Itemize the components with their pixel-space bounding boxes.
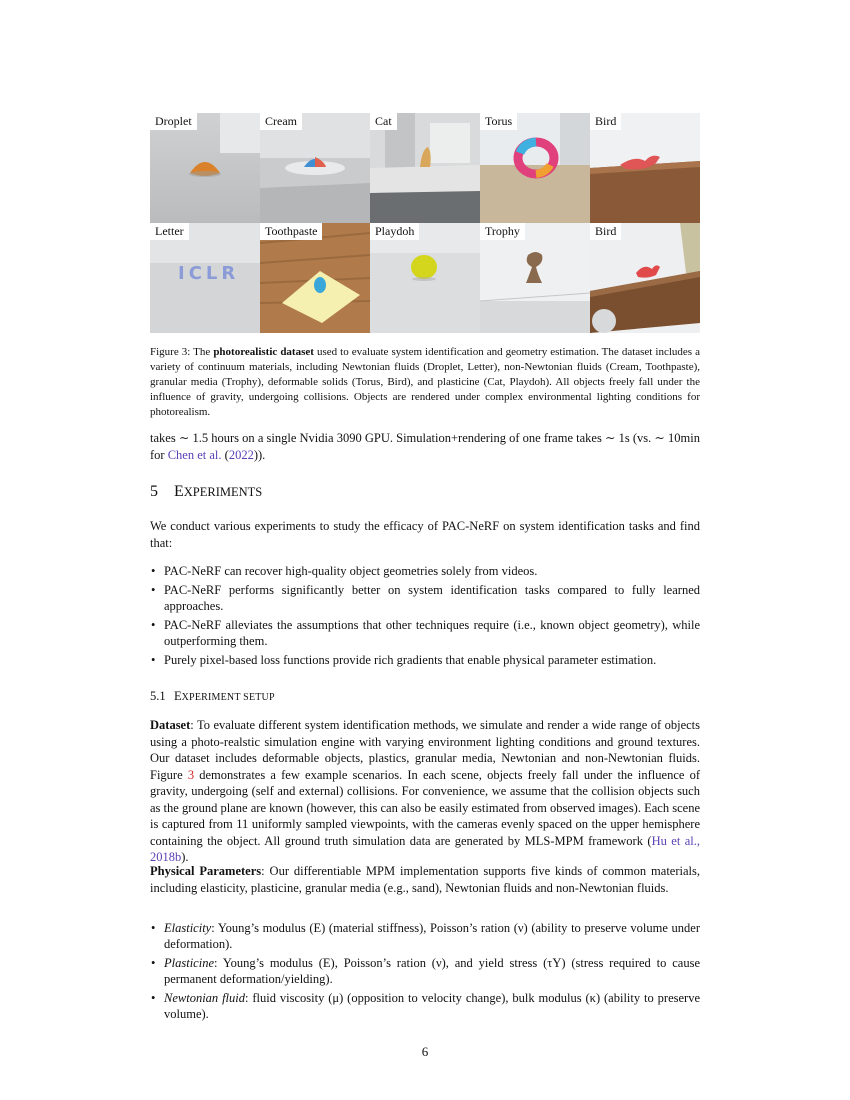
list-item: • Plasticine: Young’s modulus (E), Poisson’s ration (ν), and yield stress (τY) (stress required to cause permanent deformation/yielding). — [151, 956, 700, 986]
list-item: • PAC-NeRF can recover high-quality object geometries solely from videos. — [151, 564, 538, 578]
figure-panel-cat — [370, 113, 480, 223]
section-intro: We conduct various experiments to study the efficacy of PAC-NeRF on system identification tasks and find that: — [150, 519, 700, 550]
dataset-paragraph: Dataset: To evaluate different system identification methods, we simulate and render a wide range of objects using a photo-realstic simulation engine with varying environment lighting conditions and ground textures. Our dataset includes deformable objects, plastics, granular media, Newtonian and non-Newtonian fluids. Figure 3 demonstrates a few example scenarios. In each scene, objects freely fall under the influence of gravity, undergoing (self and external) collisions. For convenience, we assume that the collision objects such as the ground plane are known (however, this can also be easily estimated from observed images). Each scene is captured from 11 uniformly sampled viewpoints, with the cameras evenly spaced on the upper hemisphere containing the object. All ground truth simulation data are generated by MLS-MPM framework (Hu et al., 2018b). — [150, 718, 701, 864]
list-item: • Purely pixel-based loss functions provide rich gradients that enable physical parameter estimation. — [151, 653, 657, 667]
figure-panel-toothpaste — [260, 223, 370, 333]
paper-page — [150, 0, 700, 1100]
panel-label: Bird — [590, 223, 621, 240]
figure-panel-playdoh — [370, 223, 480, 333]
list-item: • PAC-NeRF alleviates the assumptions that other techniques require (i.e., known object geometry), while outperforming them. — [151, 618, 700, 648]
citation-link[interactable]: Hu et al., 2018b — [150, 833, 700, 864]
intro-paragraph: takes ∼ 1.5 hours on a single Nvidia 3090 GPU. Simulation+rendering of one frame takes ∼ 1s (vs. ∼ 10min for Chen et al. (2022)). — [150, 431, 700, 462]
panel-label: Playdoh — [370, 223, 419, 240]
panel-label: Cat — [370, 113, 397, 130]
figure-3-caption: Figure 3: The photorealistic dataset used to evaluate system identification and geometry estimation. The dataset includes a variety of continuum materials, including Newtonian fluids (Droplet, Letter), non-Newtonian fluids (Cream, Toothpaste), granular media (Trophy), deformable solids (Torus, Bird), and plasticine (Cat, Playdoh). All objects freely fall under the influence of gravity, undergoing collisions. Objects are rendered under complex environmental lighting conditions for photorealism. — [150, 346, 700, 418]
list-item: • Elasticity: Young’s modulus (E) (material stiffness), Poisson’s ration (ν) (ability to preserve volume under deformation). — [151, 921, 700, 951]
section-heading: 5 EXPERIMENTS — [150, 483, 263, 500]
panel-label: Torus — [480, 113, 517, 130]
list-item: • Newtonian fluid: fluid viscosity (μ) (opposition to velocity change), bulk modulus (κ) (ability to preserve volume). — [151, 991, 700, 1021]
figure-3-image-grid — [150, 113, 700, 333]
panel-label: Trophy — [480, 223, 525, 240]
figure-panel-trophy — [480, 223, 590, 333]
letter-iclr-text: ICLR — [178, 263, 240, 284]
panel-label: Letter — [150, 223, 189, 240]
figure-panel-droplet — [150, 113, 260, 223]
physical-parameters-paragraph: Physical Parameters: Our differentiable MPM implementation supports five kinds of common materials, including elasticity, plasticine, granular media (e.g., sand), Newtonian fluids and non-Newtonian fluids. — [150, 864, 700, 895]
figure-panel-bird-1 — [590, 113, 700, 223]
panel-label: Toothpaste — [260, 223, 322, 240]
page-number: 6 — [421, 1044, 429, 1059]
findings-list — [150, 563, 700, 671]
caption-bold: photorealistic dataset — [213, 346, 314, 358]
panel-label: Bird — [590, 113, 621, 130]
citation-link[interactable]: Chen et al. — [167, 447, 222, 462]
subsection-heading: 5.1 EXPERIMENT SETUP — [150, 689, 275, 703]
panel-label: Droplet — [150, 113, 197, 130]
figure-panel-bird-2 — [590, 223, 700, 333]
list-item: • PAC-NeRF performs significantly better on system identification tasks compared to fully learned approaches. — [151, 583, 700, 613]
figure-panel-cream — [260, 113, 370, 223]
citation-year-link[interactable]: 2022 — [228, 447, 254, 462]
panel-label: Cream — [260, 113, 302, 130]
figure-panel-letter — [150, 223, 260, 333]
figure-ref-link[interactable]: 3 — [187, 767, 195, 782]
materials-list — [150, 920, 700, 1025]
figure-panel-torus — [480, 113, 590, 223]
